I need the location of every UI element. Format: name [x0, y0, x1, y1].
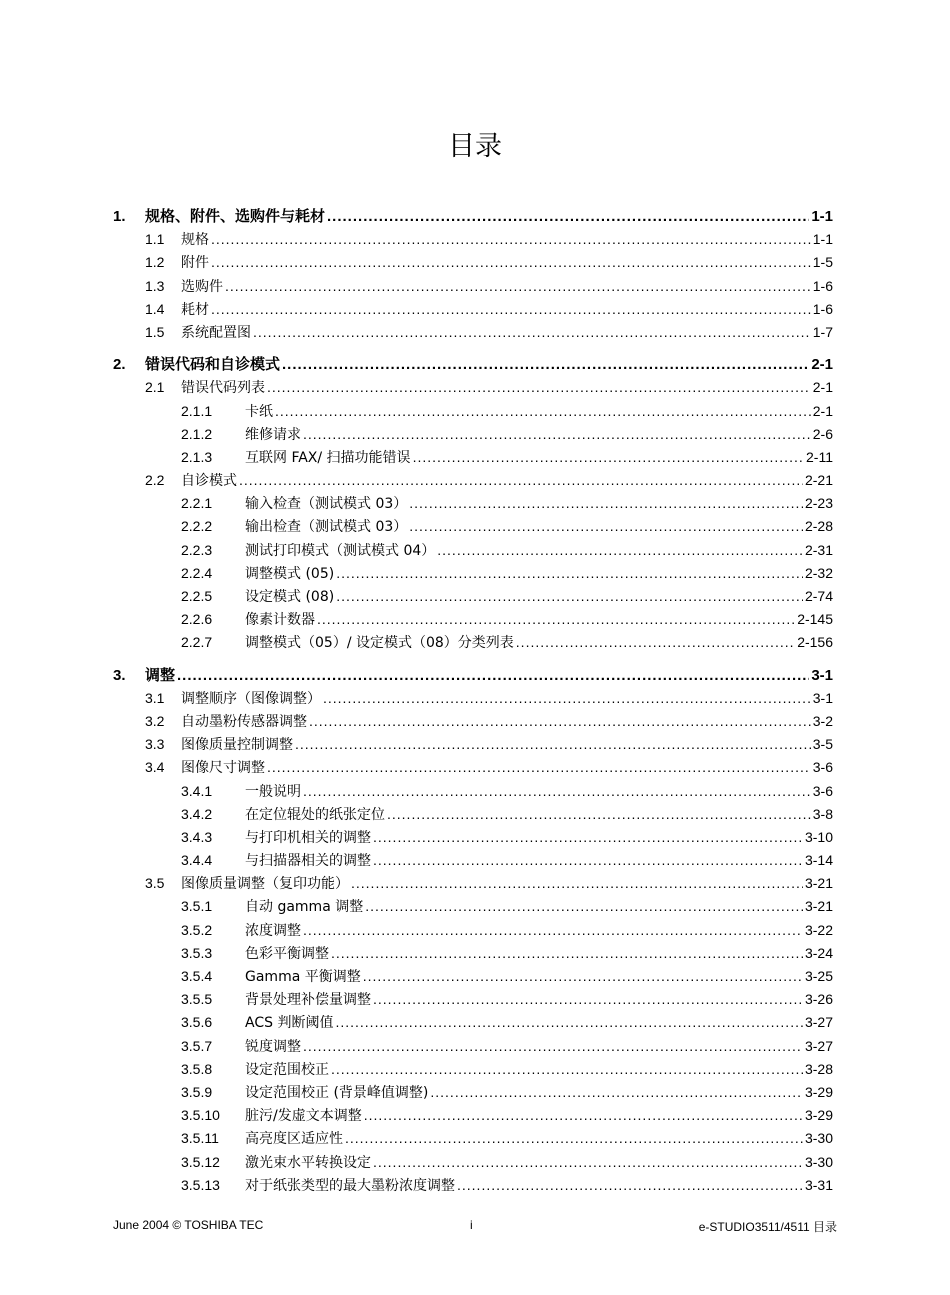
toc-entry-page: 3-21: [804, 875, 833, 892]
toc-entry-number: 3.4.3: [181, 828, 213, 845]
toc-entry[interactable]: [113, 562, 833, 585]
toc-entry-page: 2-145: [797, 611, 833, 628]
dot-leader: [335, 1011, 803, 1034]
dot-leader: [282, 353, 809, 376]
toc-entry-page: 3-1: [811, 666, 833, 684]
toc-entry-number: 3.2: [145, 712, 165, 729]
footer-right: e-STUDIO3511/4511 目录: [698, 1220, 837, 1234]
toc-entry-page: 2-1: [811, 356, 833, 374]
dot-leader: [239, 469, 803, 492]
toc-entry-number: 2.: [113, 356, 126, 374]
toc-entry-page: 3-1: [812, 689, 833, 706]
dot-leader: [327, 205, 809, 228]
toc-entry[interactable]: [113, 515, 833, 538]
toc-entry-page: 3-22: [804, 921, 833, 938]
toc-entry-page: 2-1: [812, 379, 833, 396]
toc-entry-number: 3.5.8: [181, 1060, 213, 1077]
toc-entry-title: 输入检查（测试模式 03）: [245, 496, 408, 513]
toc-entry-page: 2-11: [806, 448, 833, 465]
toc-entry[interactable]: [113, 423, 833, 446]
dot-leader: [387, 803, 811, 826]
dot-leader: [323, 687, 811, 710]
toc-entry[interactable]: [113, 756, 833, 779]
toc-entry-title: 像素计数器: [245, 612, 315, 629]
dot-leader: [373, 849, 803, 872]
toc-entry[interactable]: [113, 872, 833, 895]
toc-entry-title: 系统配置图: [181, 324, 251, 341]
toc-entry-title: Gamma 平衡调整: [245, 969, 361, 985]
dot-leader: [409, 492, 803, 515]
toc-entry-title: 调整: [145, 665, 176, 684]
toc-entry[interactable]: [113, 687, 833, 710]
toc-entry-title: 错误代码列表: [181, 380, 265, 397]
dot-leader: [211, 251, 811, 274]
dot-leader: [295, 733, 811, 756]
toc-entry-page: 3-14: [804, 852, 833, 869]
toc-entry-title: 高亮度区适应性: [245, 1131, 343, 1148]
toc-entry-number: 2.2.3: [181, 541, 213, 558]
toc-entry[interactable]: [113, 826, 833, 849]
toc-entry-title: 调整模式 (05): [245, 565, 335, 582]
toc-entry[interactable]: [113, 803, 833, 826]
toc-entry-page: 1-5: [812, 254, 833, 271]
toc-entry[interactable]: [113, 1081, 833, 1104]
dot-leader: [373, 1151, 803, 1174]
toc-entry-page: 3-29: [804, 1083, 833, 1100]
toc-entry[interactable]: [113, 1174, 833, 1197]
dot-leader: [267, 376, 811, 399]
toc-entry[interactable]: [113, 585, 833, 608]
dot-leader: [303, 1035, 803, 1058]
dot-leader: [413, 446, 804, 469]
toc-entry-page: 3-27: [804, 1014, 833, 1031]
toc-entry-number: 3.4.2: [181, 805, 213, 822]
toc-entry-page: 2-28: [804, 518, 833, 535]
dot-leader: [331, 942, 803, 965]
toc-entry-title: 图像质量调整（复印功能）: [181, 876, 349, 893]
toc-entry-number: 2.2.1: [181, 495, 213, 512]
toc-entry-title: 设定模式 (08): [245, 589, 335, 605]
toc-entry[interactable]: [113, 321, 833, 344]
toc-entry-number: 3.5: [145, 875, 165, 892]
table-of-contents: [113, 205, 833, 1197]
toc-entry-number: 2.1: [145, 379, 165, 396]
toc-entry-title: 错误代码和自诊模式: [145, 355, 281, 374]
toc-entry[interactable]: [113, 400, 833, 423]
toc-entry-title: 耗材: [181, 301, 209, 318]
toc-entry-page: 3-29: [804, 1107, 833, 1124]
toc-entry-page: 3-10: [804, 828, 833, 845]
toc-entry-page: 3-26: [804, 991, 833, 1008]
toc-entry[interactable]: [113, 608, 833, 631]
toc-entry-number: 3.5.7: [181, 1037, 213, 1054]
toc-entry-number: 3.5.4: [181, 968, 213, 984]
dot-leader: [345, 1127, 803, 1150]
toc-entry-number: 2.2.7: [181, 634, 213, 651]
toc-entry-number: 2.1.1: [181, 402, 213, 419]
toc-entry-number: 1.1: [145, 231, 165, 248]
toc-entry-title: 调整模式（05）/ 设定模式（08）分类列表: [245, 635, 514, 652]
toc-entry-page: 3-24: [804, 944, 833, 961]
toc-entry-number: 3.: [113, 666, 126, 684]
toc-entry-page: 3-2: [812, 712, 833, 729]
toc-entry[interactable]: [113, 251, 833, 274]
toc-entry-number: 2.2.2: [181, 518, 213, 535]
toc-entry-page: 2-74: [804, 588, 833, 604]
toc-entry[interactable]: [113, 539, 833, 562]
toc-entry-page: 1-1: [811, 208, 833, 225]
dot-leader: [275, 400, 811, 423]
toc-entry-title: 维修请求: [245, 426, 301, 443]
toc-entry-title: 自动 gamma 调整: [245, 899, 364, 916]
dot-leader: [177, 664, 809, 687]
toc-entry-title: 与扫描器相关的调整: [245, 853, 371, 870]
toc-entry-number: 3.5.3: [181, 944, 213, 961]
toc-entry[interactable]: [113, 965, 833, 988]
toc-entry-title: 调整顺序（图像调整）: [181, 690, 321, 707]
dot-leader: [373, 826, 803, 849]
toc-entry-number: 1.: [113, 208, 126, 225]
dot-leader: [409, 515, 803, 538]
toc-entry-number: 3.5.13: [181, 1176, 220, 1193]
toc-entry-title: 设定范围校正: [245, 1061, 329, 1078]
toc-entry-page: 3-28: [804, 1060, 833, 1077]
toc-entry-page: 3-31: [804, 1176, 833, 1193]
dot-leader: [225, 275, 811, 298]
toc-entry[interactable]: [113, 631, 833, 654]
toc-entry[interactable]: [113, 1151, 833, 1174]
toc-entry-page: 2-6: [812, 425, 833, 442]
toc-entry-number: 2.1.2: [181, 425, 213, 442]
toc-entry-title: 激光束水平转换设定: [245, 1154, 371, 1171]
toc-entry[interactable]: [113, 1104, 833, 1127]
toc-entry[interactable]: [113, 849, 833, 872]
toc-entry-page: 1-1: [812, 231, 833, 248]
toc-entry-title: 图像尺寸调整: [181, 760, 265, 777]
toc-entry[interactable]: [113, 919, 833, 942]
toc-entry-title: 锐度调整: [245, 1038, 301, 1055]
toc-entry[interactable]: [113, 275, 833, 298]
dot-leader: [457, 1174, 803, 1197]
dot-leader: [363, 965, 803, 988]
footer-left: June 2004 © TOSHIBA TEC: [113, 1218, 264, 1232]
toc-entry-title: 输出检查（测试模式 03）: [245, 519, 408, 536]
toc-entry-page: 3-5: [812, 736, 833, 753]
toc-entry-title: 对于纸张类型的最大墨粉浓度调整: [245, 1177, 455, 1194]
toc-entry-page: 3-30: [804, 1153, 833, 1170]
toc-entry-number: 3.4.4: [181, 852, 213, 869]
toc-entry-number: 2.2.4: [181, 564, 213, 581]
toc-entry-page: 2-156: [797, 634, 833, 651]
toc-entry-page: 1-6: [812, 300, 833, 317]
toc-entry[interactable]: [113, 205, 833, 228]
toc-entry[interactable]: [113, 780, 833, 803]
toc-entry-title: 卡纸: [245, 403, 273, 420]
toc-entry-title: 测试打印模式（测试模式 04）: [245, 542, 436, 559]
toc-entry-number: 3.5.12: [181, 1153, 220, 1170]
toc-entry-page: 1-6: [812, 277, 833, 294]
toc-entry-title: 自诊模式: [181, 473, 237, 490]
toc-entry-title: 图像质量控制调整: [181, 737, 293, 754]
toc-entry-title: 与打印机相关的调整: [245, 829, 371, 846]
dot-leader: [253, 321, 811, 344]
toc-entry-number: 2.2.6: [181, 611, 213, 628]
dot-leader: [437, 539, 803, 562]
toc-entry-page: 3-6: [812, 782, 833, 799]
toc-entry[interactable]: [113, 446, 833, 469]
toc-entry-title: 选购件: [181, 278, 223, 295]
toc-entry-number: 3.5.6: [181, 1014, 213, 1031]
toc-entry-page: 1-7: [812, 323, 833, 340]
toc-entry-page: 2-31: [804, 541, 833, 558]
toc-entry[interactable]: [113, 1035, 833, 1058]
toc-entry-title: 附件: [181, 255, 209, 272]
footer-page-number: i: [470, 1218, 473, 1232]
toc-entry-page: 3-8: [812, 805, 833, 822]
dot-leader: [211, 228, 811, 251]
toc-entry-page: 3-6: [812, 759, 833, 776]
dot-leader: [331, 1058, 803, 1081]
toc-entry-page: 2-32: [804, 564, 833, 581]
page-title: 目录: [448, 131, 502, 162]
dot-leader: [365, 895, 803, 918]
dot-leader: [351, 872, 803, 895]
dot-leader: [309, 710, 811, 733]
toc-entry-number: 3.5.5: [181, 991, 213, 1008]
dot-leader: [303, 919, 803, 942]
toc-entry-number: 3.5.10: [181, 1107, 220, 1124]
toc-entry-page: 3-21: [804, 898, 833, 915]
toc-entry-title: 在定位辊处的纸张定位: [245, 806, 385, 823]
toc-entry-title: 规格、附件、选购件与耗材: [145, 207, 326, 225]
toc-entry-title: 色彩平衡调整: [245, 945, 329, 962]
toc-entry-number: 1.4: [145, 300, 165, 317]
toc-entry-number: 2.2: [145, 472, 165, 489]
toc-entry-number: 3.3: [145, 736, 165, 753]
toc-entry[interactable]: [113, 942, 833, 965]
toc-entry-title: 浓度调整: [245, 922, 301, 939]
toc-entry-number: 3.1: [145, 689, 165, 706]
toc-entry-number: 3.5.9: [181, 1083, 213, 1100]
toc-entry-title: 自动墨粉传感器调整: [181, 713, 307, 730]
toc-entry-title: 设定范围校正 (背景峰值调整): [245, 1084, 429, 1101]
toc-entry-title: ACS 判断阈值: [245, 1015, 334, 1032]
dot-leader: [303, 780, 811, 803]
toc-entry-number: 2.1.3: [181, 448, 213, 465]
toc-entry-number: 2.2.5: [181, 588, 213, 604]
toc-entry[interactable]: [113, 492, 833, 515]
toc-entry[interactable]: [113, 376, 833, 399]
dot-leader: [267, 756, 811, 779]
toc-entry[interactable]: [113, 1058, 833, 1081]
toc-entry-number: 3.5.1: [181, 898, 213, 915]
toc-entry[interactable]: [113, 469, 833, 492]
dot-leader: [211, 298, 811, 321]
dot-leader: [364, 1104, 803, 1127]
toc-entry[interactable]: [113, 1011, 833, 1034]
toc-entry-title: 互联网 FAX/ 扫描功能错误: [245, 449, 411, 466]
toc-entry-number: 3.4: [145, 759, 165, 776]
toc-entry-title: 背景处理补偿量调整: [245, 992, 371, 1009]
toc-entry[interactable]: [113, 228, 833, 251]
toc-entry[interactable]: [113, 298, 833, 321]
toc-entry-number: 1.2: [145, 254, 165, 271]
toc-entry-number: 3.4.1: [181, 782, 213, 799]
toc-entry[interactable]: [113, 664, 833, 687]
toc-entry-number: 1.3: [145, 277, 165, 294]
toc-entry-number: 3.5.11: [181, 1130, 219, 1147]
dot-leader: [303, 423, 811, 446]
toc-entry[interactable]: [113, 710, 833, 733]
toc-entry[interactable]: [113, 1127, 833, 1150]
dot-leader: [430, 1081, 803, 1104]
toc-entry-title: 一般说明: [245, 783, 301, 800]
toc-entry-number: 3.5.2: [181, 921, 213, 938]
dot-leader: [336, 562, 803, 585]
toc-entry-page: 3-27: [804, 1037, 833, 1054]
toc-entry[interactable]: [113, 988, 833, 1011]
toc-entry[interactable]: [113, 733, 833, 756]
toc-entry-title: 规格: [181, 232, 209, 249]
toc-entry-page: 3-30: [804, 1130, 833, 1147]
dot-leader: [317, 608, 795, 631]
dot-leader: [336, 585, 803, 608]
toc-entry-number: 1.5: [145, 323, 165, 340]
toc-entry[interactable]: [113, 895, 833, 918]
toc-entry-page: 3-25: [804, 968, 833, 984]
toc-entry-page: 2-21: [804, 472, 833, 489]
toc-entry-page: 2-23: [804, 495, 833, 512]
toc-entry-page: 2-1: [812, 402, 833, 419]
dot-leader: [516, 631, 795, 654]
dot-leader: [373, 988, 803, 1011]
toc-entry-title: 脏污/发虚文本调整: [245, 1108, 362, 1125]
toc-entry[interactable]: [113, 353, 833, 376]
